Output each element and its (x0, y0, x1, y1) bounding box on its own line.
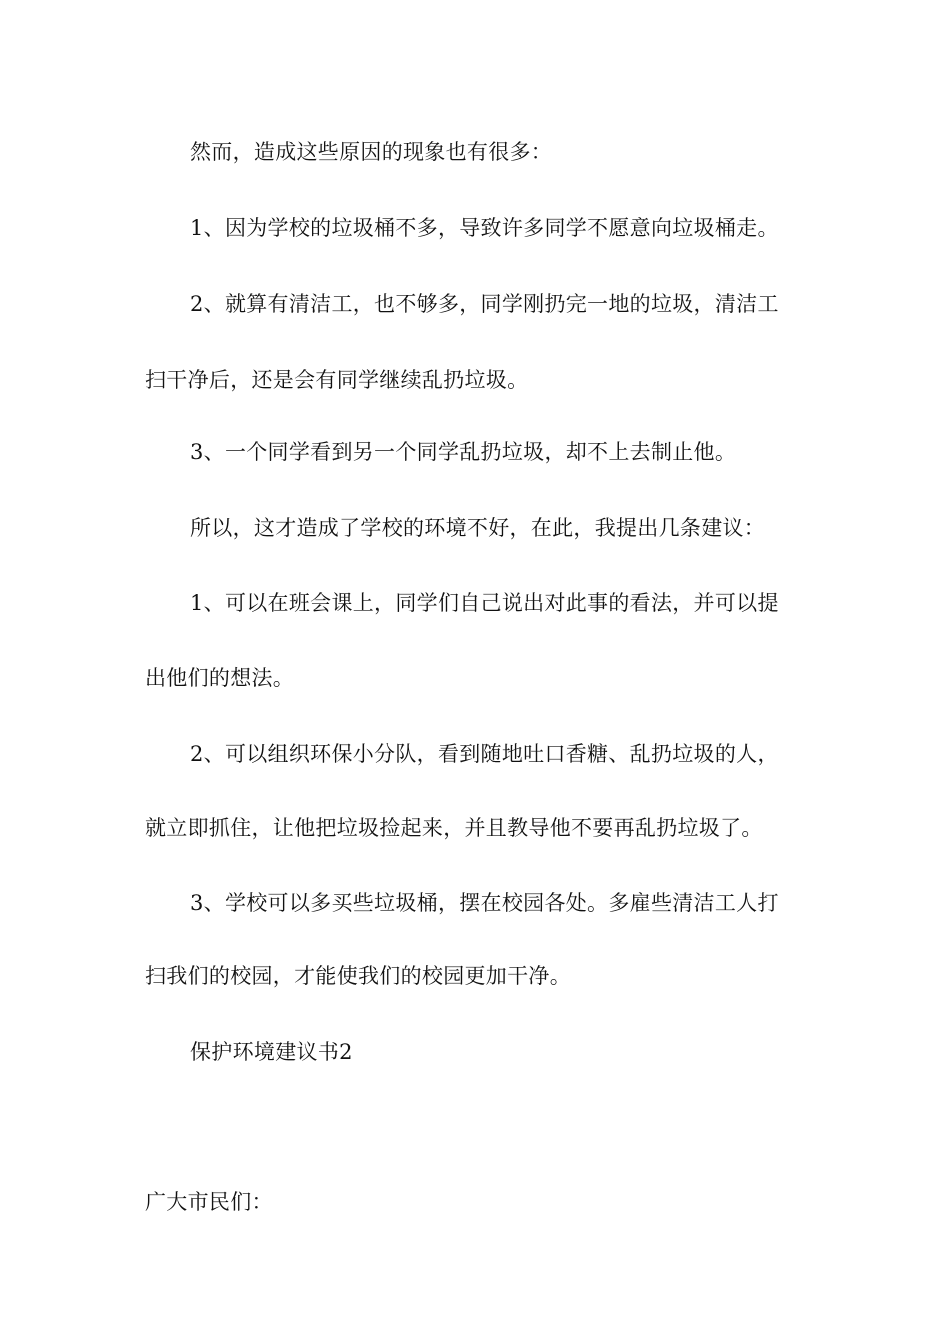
suggestion-2-line-2: 就立即抓住，让他把垃圾捡起来，并且教导他不要再乱扔垃圾了。 (145, 816, 763, 840)
reason-3: 3、一个同学看到另一个同学乱扔垃圾，却不上去制止他。 (190, 440, 737, 464)
suggestions-intro: 所以，这才造成了学校的环境不好，在此，我提出几条建议： (190, 516, 766, 540)
reason-1: 1、因为学校的垃圾桶不多，导致许多同学不愿意向垃圾桶走。 (190, 216, 779, 240)
suggestion-1-line-2: 出他们的想法。 (145, 666, 295, 690)
reason-2-line-2: 扫干净后，还是会有同学继续乱扔垃圾。 (145, 368, 529, 392)
suggestion-3-line-2: 扫我们的校园，才能使我们的校园更加干净。 (145, 964, 571, 988)
suggestion-2-line-1: 2、可以组织环保小分队，看到随地吐口香糖、乱扔垃圾的人， (190, 742, 779, 766)
salutation: 广大市民们： (145, 1190, 273, 1214)
section-title: 保护环境建议书2 (190, 1040, 353, 1064)
suggestion-3-line-1: 3、学校可以多买些垃圾桶，摆在校园各处。多雇些清洁工人打 (190, 891, 779, 915)
reason-2-line-1: 2、就算有清洁工，也不够多，同学刚扔完一地的垃圾，清洁工 (190, 292, 779, 316)
paragraph-intro: 然而，造成这些原因的现象也有很多： (190, 140, 553, 164)
suggestion-1-line-1: 1、可以在班会课上，同学们自己说出对此事的看法，并可以提 (190, 591, 779, 615)
